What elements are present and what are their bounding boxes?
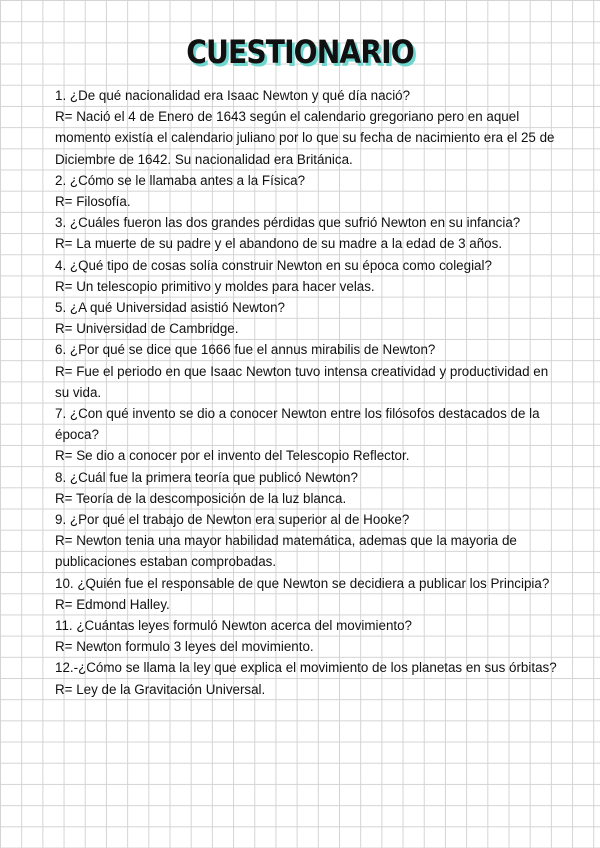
question-6: 6. ¿Por qué se dice que 1666 fue el annus mirabilis de Newton? <box>55 342 436 358</box>
answer-3: R= La muerte de su padre y el abandono de su madre a la edad de 3 años. <box>55 236 503 252</box>
page-title: CUESTIONARIO <box>186 33 414 71</box>
answer-11: R= Newton formulo 3 leyes del movimiento. <box>55 639 314 655</box>
question-9: 9. ¿Por qué el trabajo de Newton era superior al de Hooke? <box>55 512 410 528</box>
answer-4: R= Un telescopio primitivo y moldes para hacer velas. <box>55 278 375 294</box>
question-1: 1. ¿De qué nacionalidad era Isaac Newton y qué día nació? <box>55 88 411 103</box>
question-11: 11. ¿Cuántas leyes formuló Newton acerca del movimiento? <box>55 618 413 634</box>
question-4: 4. ¿Qué tipo de cosas solía construir Newton en su época como colegial? <box>55 257 492 273</box>
answer-6: R= Fue el periodo en que Isaac Newton tuvo intensa creatividad y productividad en su vida. <box>55 363 549 400</box>
answer-10: R= Edmond Halley. <box>55 596 170 612</box>
answer-2: R= Filosofía. <box>55 194 131 210</box>
answer-7: R= Se dio a conocer por el invento del Telescopio Reflector. <box>55 448 410 464</box>
question-3: 3. ¿Cuáles fueron las dos grandes pérdidas que sufrió Newton en su infancia? <box>55 215 521 231</box>
question-12: 12.-¿Cómo se llama la ley que explica el movimiento de los planetas en sus órbitas? <box>55 660 557 676</box>
answer-5: R= Universidad de Cambridge. <box>55 321 239 337</box>
answer-9: R= Newton tenia una mayor habilidad matemática, ademas que la mayoria de publicaciones estaban comprobadas. <box>55 533 517 570</box>
question-5: 5. ¿A qué Universidad asistió Newton? <box>55 300 285 316</box>
question-8: 8. ¿Cuál fue la primera teoría que publicó Newton? <box>55 469 358 485</box>
questionnaire-list <box>55 85 560 700</box>
question-7: 7. ¿Con qué invento se dio a conocer Newton entre los filósofos destacados de la época? <box>55 406 540 443</box>
question-2: 2. ¿Cómo se le llamaba antes a la Física? <box>55 172 306 188</box>
answer-1: R= Nació el 4 de Enero de 1643 según el calendario gregoriano pero en aquel momento existía el calendario juliano por lo que su fecha de nacimiento era el 25 de Diciembre de 1642. Su nacionalidad era Británica. <box>55 109 555 167</box>
answer-12: R= Ley de la Gravitación Universal. <box>55 681 266 697</box>
answer-8: R= Teoría de la descomposición de la luz blanca. <box>55 490 347 506</box>
question-10: 10. ¿Quién fue el responsable de que Newton se decidiera a publicar los Principia? <box>55 575 550 591</box>
